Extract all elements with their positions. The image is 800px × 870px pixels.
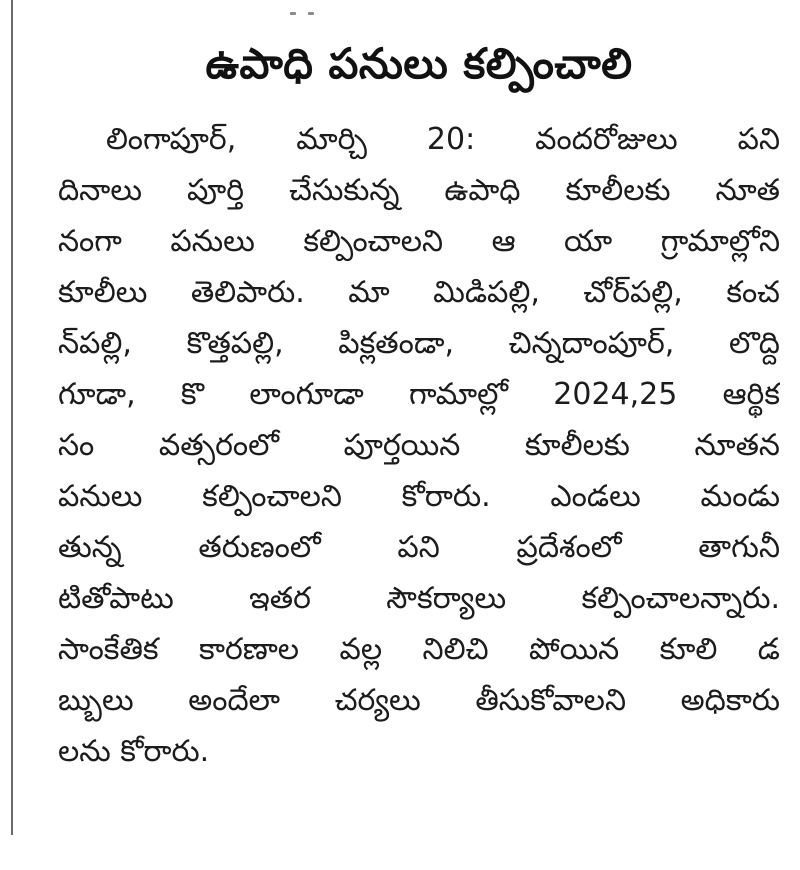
body-line: సాంకేతిక కారణాల వల్ల నిలిచి పోయిన కూలి డ bbox=[58, 632, 780, 667]
body-line: గూడా, కొ లాంగూడా గామాల్లో 2024,25 ఆర్థిక bbox=[58, 377, 780, 412]
body-line: లను కోరారు. bbox=[58, 734, 210, 769]
body-line: బ్బులు అందేలా చర్యలు తీసుకోవాలని అధికారు bbox=[58, 683, 780, 718]
column-divider bbox=[11, 0, 13, 835]
body-line: లింగాపూర్, మార్చి 20: వందరోజులు పని bbox=[106, 122, 780, 157]
body-line: తున్న తరుణంలో పని ప్రదేశంలో తాగునీ bbox=[58, 530, 780, 565]
body-line: కూలీలు తెలిపారు. మా మిడిపల్లి, చోర్‌పల్లి, కంచ bbox=[58, 275, 780, 310]
article-body bbox=[58, 114, 780, 777]
body-line: దినాలు పూర్తి చేసుకున్న ఉపాధి కూలీలకు నూత bbox=[58, 173, 780, 208]
news-article bbox=[58, 28, 780, 858]
body-line: టితోపాటు ఇతర సౌకర్యాలు కల్పించాలన్నారు. bbox=[58, 581, 780, 616]
body-line: సం వత్సరంలో పూర్తయిన కూలీలకు నూతన bbox=[58, 428, 780, 463]
cropped-text-fragment bbox=[290, 0, 360, 5]
body-line: పనులు కల్పించాలని కోరారు. ఎండలు మండు bbox=[58, 479, 780, 514]
body-line: న్‌పల్లి, కొత్తపల్లి, పిక్లతండా, చిన్నదాంపూర్, లొద్ది bbox=[58, 326, 780, 361]
headline: ఉపాధి పనులు కల్పించాలి bbox=[205, 39, 633, 88]
body-line: నంగా పనులు కల్పించాలని ఆ యా గ్రామాల్లోని bbox=[58, 224, 780, 259]
